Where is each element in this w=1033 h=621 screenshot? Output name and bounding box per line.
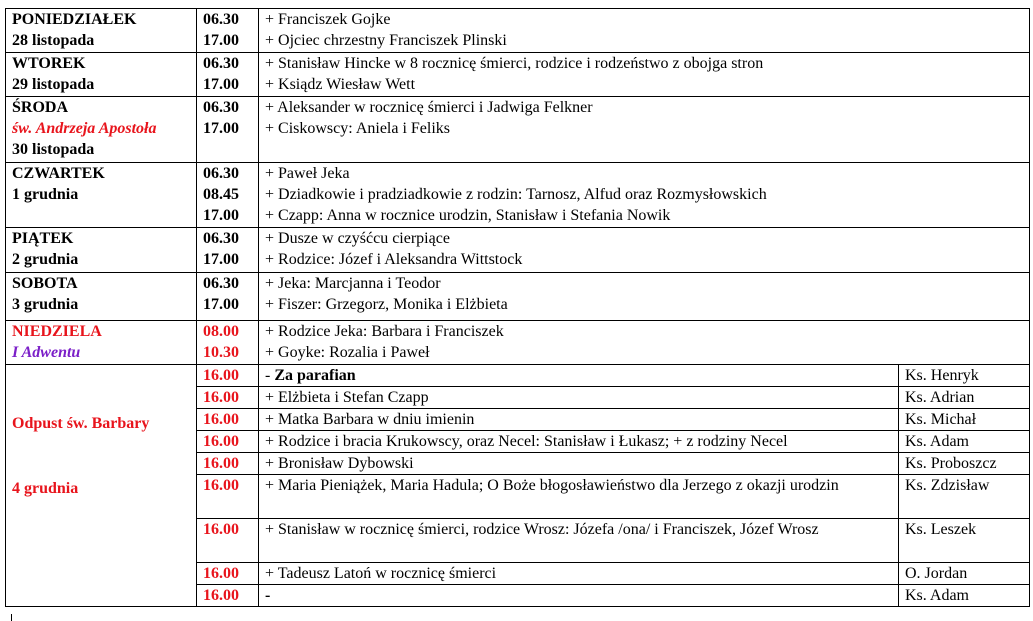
mass-time: 16.00 bbox=[197, 409, 259, 431]
intention-text: + Ciskowscy: Aniela i Feliks bbox=[265, 120, 451, 137]
mass-time: 06.30 bbox=[203, 11, 239, 28]
priest-name: Ks. Adrian bbox=[899, 387, 1030, 409]
intention-text: + Stanisław Hincke w 8 rocznicę śmierci, rodzice i rodzeństwo z obojga stron bbox=[265, 55, 764, 72]
mass-time: 08.45 bbox=[203, 186, 239, 203]
day-date: 1 grudnia bbox=[12, 186, 79, 203]
day-cell bbox=[6, 163, 197, 228]
mass-time: 16.00 bbox=[197, 365, 259, 387]
mass-time: 16.00 bbox=[197, 453, 259, 475]
mass-time: 17.00 bbox=[203, 32, 239, 49]
day-name: CZWARTEK bbox=[12, 165, 105, 182]
feast-name: I Adwentu bbox=[12, 344, 81, 361]
mass-time: 06.30 bbox=[203, 275, 239, 292]
time-cell bbox=[197, 53, 259, 97]
day-name: NIEDZIELA bbox=[12, 323, 102, 340]
odpust-row bbox=[6, 365, 1030, 387]
mass-time: 16.00 bbox=[197, 585, 259, 607]
mass-time: 16.00 bbox=[197, 563, 259, 585]
day-date: 29 listopada bbox=[12, 76, 95, 93]
intention-text: + Goyke: Rozalia i Paweł bbox=[265, 344, 430, 361]
priest-name: Ks. Zdzisław bbox=[899, 475, 1030, 519]
intention-cell bbox=[259, 9, 1030, 53]
priest-name: Ks. Leszek bbox=[899, 519, 1030, 563]
time-cell bbox=[197, 97, 259, 163]
mass-time: 06.30 bbox=[203, 55, 239, 72]
mass-time: 16.00 bbox=[197, 519, 259, 563]
mass-time: 16.00 bbox=[197, 475, 259, 519]
day-date: 2 grudnia bbox=[12, 251, 79, 268]
day-date: 28 listopada bbox=[12, 32, 95, 49]
priest-name: Ks. Adam bbox=[899, 585, 1030, 607]
intention-text: + Elżbieta i Stefan Czapp bbox=[259, 387, 899, 409]
day-row-sunday bbox=[6, 321, 1030, 365]
mass-time: 17.00 bbox=[203, 76, 239, 93]
intention-text: + Tadeusz Latoń w rocznicę śmierci bbox=[259, 563, 899, 585]
day-row-thursday bbox=[6, 163, 1030, 228]
day-name: ŚRODA bbox=[12, 99, 69, 116]
day-row-wednesday bbox=[6, 97, 1030, 163]
day-name: WTOREK bbox=[12, 55, 86, 72]
day-name: SOBOTA bbox=[12, 275, 78, 292]
mass-time: 17.00 bbox=[203, 251, 239, 268]
day-cell bbox=[6, 228, 197, 273]
intention-text: - bbox=[259, 585, 899, 607]
day-cell bbox=[6, 9, 197, 53]
mass-time: 16.00 bbox=[197, 387, 259, 409]
priest-name: Ks. Michał bbox=[899, 409, 1030, 431]
day-cell bbox=[6, 273, 197, 321]
intention-cell bbox=[259, 97, 1030, 163]
intention-text: + Ksiądz Wiesław Wett bbox=[265, 76, 416, 93]
time-cell bbox=[197, 228, 259, 273]
intention-text: + Rodzice: Józef i Aleksandra Wittstock bbox=[265, 251, 523, 268]
intention-text: + Fiszer: Grzegorz, Monika i Elżbieta bbox=[265, 296, 508, 313]
mass-schedule-table bbox=[5, 8, 1030, 607]
text-cursor-mark bbox=[11, 614, 12, 621]
intention-text: + Rodzice Jeka: Barbara i Franciszek bbox=[265, 323, 504, 340]
intention-cell bbox=[259, 163, 1030, 228]
mass-time: 06.30 bbox=[203, 230, 239, 247]
mass-time: 10.30 bbox=[203, 344, 239, 361]
time-cell bbox=[197, 273, 259, 321]
mass-time: 17.00 bbox=[203, 120, 239, 137]
feast-name: św. Andrzeja Apostoła bbox=[12, 120, 157, 137]
intention-text: + Ojciec chrzestny Franciszek Plinski bbox=[265, 32, 507, 49]
priest-name: Ks. Adam bbox=[899, 431, 1030, 453]
day-cell bbox=[6, 97, 197, 163]
day-name: PIĄTEK bbox=[12, 230, 74, 247]
day-name: PONIEDZIAŁEK bbox=[12, 11, 137, 28]
intention-cell bbox=[259, 365, 899, 387]
mass-time: 17.00 bbox=[203, 207, 239, 224]
odpust-date: 4 grudnia bbox=[12, 480, 79, 497]
intention-text: + Czapp: Anna w rocznice urodzin, Stanisław i Stefania Nowik bbox=[265, 207, 671, 224]
time-cell bbox=[197, 321, 259, 365]
intention-text: + Paweł Jeka bbox=[265, 165, 350, 182]
intention-text: + Franciszek Gojke bbox=[265, 11, 391, 28]
day-date: 30 listopada bbox=[12, 141, 95, 158]
mass-time: 16.00 bbox=[197, 431, 259, 453]
day-cell bbox=[6, 321, 197, 365]
intention-cell bbox=[259, 53, 1030, 97]
intention-cell bbox=[259, 321, 1030, 365]
odpust-label: Odpust św. Barbary bbox=[12, 415, 150, 432]
intention-text: + Matka Barbara w dniu imienin bbox=[259, 409, 899, 431]
intention-prefix: - bbox=[265, 367, 275, 384]
day-row-monday bbox=[6, 9, 1030, 53]
intention-text: + Dusze w czyśćcu cierpiące bbox=[265, 230, 450, 247]
time-cell bbox=[197, 163, 259, 228]
intention-text: + Aleksander w rocznicę śmierci i Jadwiga Felkner bbox=[265, 99, 593, 116]
mass-time: 06.30 bbox=[203, 165, 239, 182]
mass-time: 17.00 bbox=[203, 296, 239, 313]
day-date: 3 grudnia bbox=[12, 296, 79, 313]
intention-text: + Dziadkowie i pradziadkowie z rodzin: Tarnosz, Alfud oraz Rozmysłowskich bbox=[265, 186, 767, 203]
time-cell bbox=[197, 9, 259, 53]
intention-text: + Rodzice i bracia Krukowscy, oraz Necel: Stanisław i Łukasz; + z rodziny Necel bbox=[259, 431, 899, 453]
mass-time: 06.30 bbox=[203, 99, 239, 116]
priest-name: O. Jordan bbox=[899, 563, 1030, 585]
intention-text: + Bronisław Dybowski bbox=[259, 453, 899, 475]
intention-cell bbox=[259, 228, 1030, 273]
day-row-friday bbox=[6, 228, 1030, 273]
intention-text: + Jeka: Marcjanna i Teodor bbox=[265, 275, 441, 292]
priest-name: Ks. Henryk bbox=[899, 365, 1030, 387]
day-cell bbox=[6, 53, 197, 97]
intention-text: + Maria Pieniążek, Maria Hadula; O Boże błogosławieństwo dla Jerzego z okazji urodzin bbox=[259, 475, 899, 519]
intention-cell bbox=[259, 273, 1030, 321]
day-row-saturday bbox=[6, 273, 1030, 321]
day-row-tuesday bbox=[6, 53, 1030, 97]
odpust-cell bbox=[6, 365, 197, 607]
intention-text: + Stanisław w rocznicę śmierci, rodzice Wrosz: Józefa /ona/ i Franciszek, Józef Wrosz bbox=[259, 519, 899, 563]
priest-name: Ks. Proboszcz bbox=[899, 453, 1030, 475]
intention-text: Za parafian bbox=[274, 367, 356, 384]
mass-time: 08.00 bbox=[203, 323, 239, 340]
